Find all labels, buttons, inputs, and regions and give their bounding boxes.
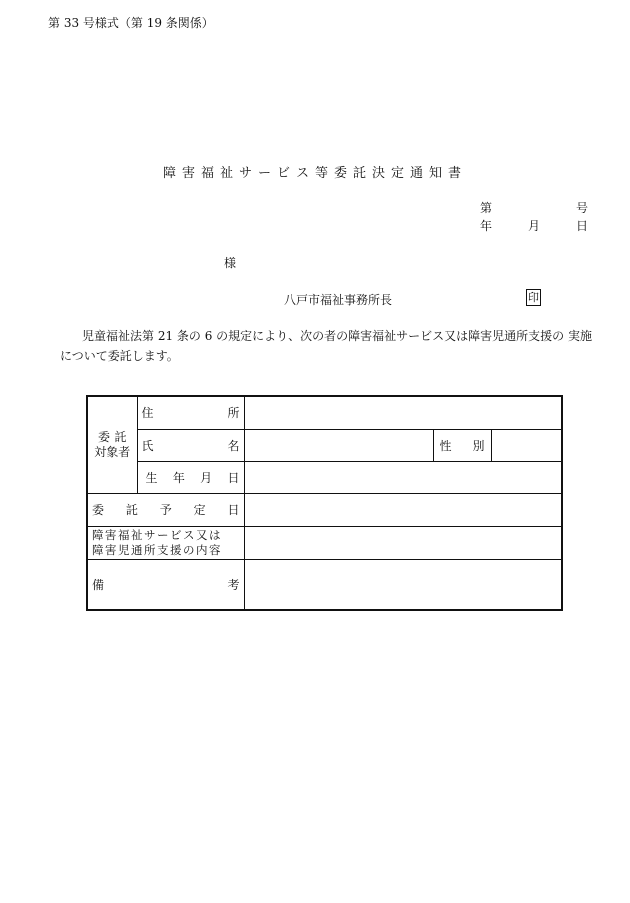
remarks-label-char-2: 考 (227, 577, 240, 592)
remarks-label-char-1: 備 (92, 577, 105, 592)
table-row-scheduled (87, 493, 562, 526)
table-row-address (87, 396, 562, 429)
name-label (137, 429, 244, 461)
scheduled-date-field[interactable] (244, 493, 562, 526)
page-title: 障害福祉サービス等委託決定通知書 (162, 166, 467, 181)
table-row-remarks (87, 559, 562, 610)
service-content-label (87, 526, 244, 559)
scheduled-label-char-4: 定 (193, 503, 206, 517)
sex-label (433, 429, 491, 461)
service-content-line-2: 障害児通所支援の内容 (92, 542, 222, 557)
address-label (137, 396, 244, 429)
date-day: 日 (576, 219, 589, 233)
date-month: 月 (528, 219, 541, 233)
issuer-name: 八戸市福祉事務所長 (284, 293, 393, 307)
name-label-char-1: 氏 (141, 438, 154, 453)
date-year: 年 (480, 219, 493, 233)
birthdate-field[interactable] (244, 461, 562, 493)
address-label-char-2: 所 (227, 406, 240, 421)
doc-number-suffix: 号 (576, 201, 589, 215)
scheduled-label-char-5: 日 (227, 503, 240, 517)
birth-label-char-2: 年 (172, 470, 185, 485)
sex-label-char-1: 性 (439, 438, 452, 453)
scheduled-label-char-3: 予 (159, 503, 172, 517)
birth-label-char-1: 生 (145, 470, 158, 485)
form-id: 第 33 号様式（第 19 条関係） (48, 16, 214, 30)
subject-label-char-2: 託 (114, 429, 127, 444)
seal-mark: 印 (528, 291, 539, 304)
table-row-name (87, 429, 562, 461)
name-label-char-2: 名 (227, 438, 240, 453)
birth-label-char-3: 月 (200, 470, 213, 485)
address-label-char-1: 住 (141, 406, 154, 421)
addressee-suffix: 様 (224, 256, 237, 270)
service-content-field[interactable] (244, 526, 562, 559)
name-field[interactable] (244, 429, 433, 461)
scheduled-label-char-1: 委 (92, 503, 105, 517)
subject-label-char-1: 委 (98, 429, 111, 444)
subject-label-line-2: 対象者 (94, 444, 131, 459)
birthdate-label (137, 461, 244, 493)
table-row-birth (87, 461, 562, 493)
remarks-field[interactable] (244, 559, 562, 610)
scheduled-label-char-2: 託 (125, 503, 138, 517)
commission-table (86, 395, 563, 611)
body-text: 児童福祉法第 21 条の 6 の規定により、次の者の障害福祉サービス又は障害児通所支援の 実施について委託します。 (60, 329, 592, 363)
sex-label-char-2: 別 (472, 438, 485, 453)
address-field[interactable] (244, 396, 562, 429)
scheduled-date-label (87, 493, 244, 526)
service-content-line-1: 障害福祉サービス又は (92, 527, 222, 542)
subject-group-label (87, 396, 137, 493)
table-row-content (87, 526, 562, 559)
sex-field[interactable] (491, 429, 562, 461)
birth-label-char-4: 日 (227, 470, 240, 485)
doc-number-prefix: 第 (480, 201, 493, 215)
remarks-label (87, 559, 244, 610)
